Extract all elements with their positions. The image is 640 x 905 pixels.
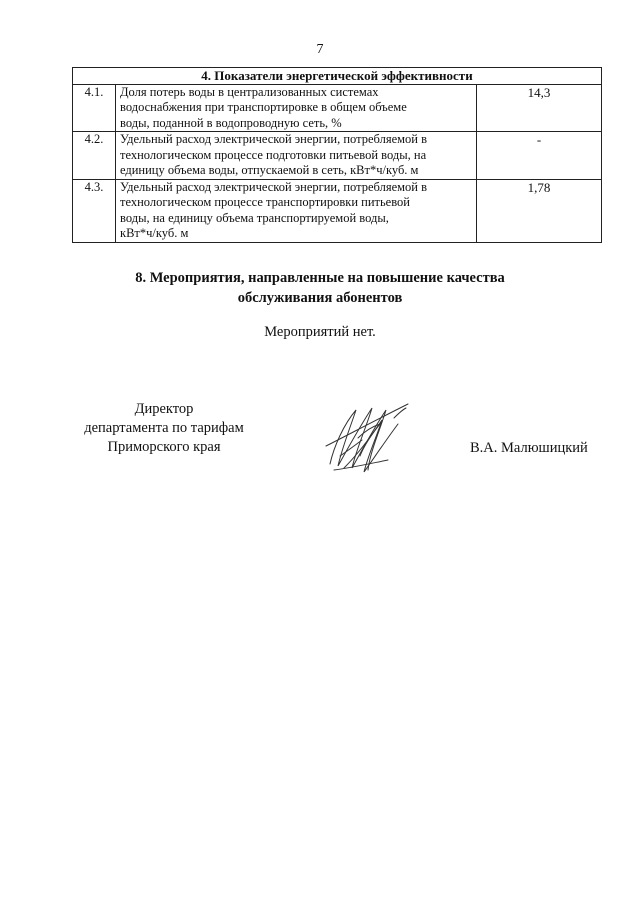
row-description-line: кВт*ч/куб. м (120, 226, 189, 240)
row-description (116, 84, 477, 132)
row-value: 14,3 (477, 84, 602, 132)
table-row (73, 132, 602, 180)
page-number: 7 (316, 42, 324, 57)
section-8-title-line: 8. Мероприятия, направленные на повышение качества (135, 270, 505, 286)
row-number: 4.1. (73, 84, 116, 132)
table-section-row (73, 68, 602, 85)
row-description (116, 179, 477, 242)
row-description-line: единицу объема воды, отпускаемой в сеть, кВт*ч/куб. м (120, 163, 419, 177)
energy-efficiency-table (72, 67, 602, 243)
row-description-line: Удельный расход электрической энергии, потребляемой в (120, 179, 428, 194)
row-description-line: воды, поданной в водопроводную сеть, % (120, 115, 342, 130)
row-value: 1,78 (477, 179, 602, 242)
table-section-heading: 4. Показатели энергетической эффективности (73, 68, 602, 85)
row-description-line: Удельный расход электрической энергии, потребляемой в (120, 132, 428, 146)
table-row (73, 179, 602, 242)
row-description-line: технологическом процессе подготовки питьевой воды, на (120, 147, 427, 162)
row-description-line: Доля потерь воды в централизованных системах (120, 84, 379, 99)
signer-position-line: Приморского края (107, 439, 221, 455)
signer-name: В.А. Малюшицкий (470, 440, 588, 456)
row-number: 4.3. (73, 179, 116, 242)
section-8-body: Мероприятий нет. (264, 324, 376, 340)
row-description (116, 132, 477, 180)
handwritten-signature (310, 398, 420, 478)
row-description-line: воды, на единицу объема транспортируемой воды, (120, 210, 389, 225)
row-number: 4.2. (73, 132, 116, 180)
section-8-title-line: обслуживания абонентов (237, 290, 403, 306)
signer-position-line: департамента по тарифам (84, 420, 244, 436)
row-description-line: водоснабжения при транспортировке в общем объеме (120, 100, 407, 114)
signer-position (40, 400, 288, 457)
table-row (73, 84, 602, 132)
signer-position-line: Директор (134, 401, 194, 417)
row-description-line: технологическом процессе транспортировки питьевой (120, 195, 410, 209)
row-value: - (477, 132, 602, 180)
section-8-title (60, 268, 580, 308)
